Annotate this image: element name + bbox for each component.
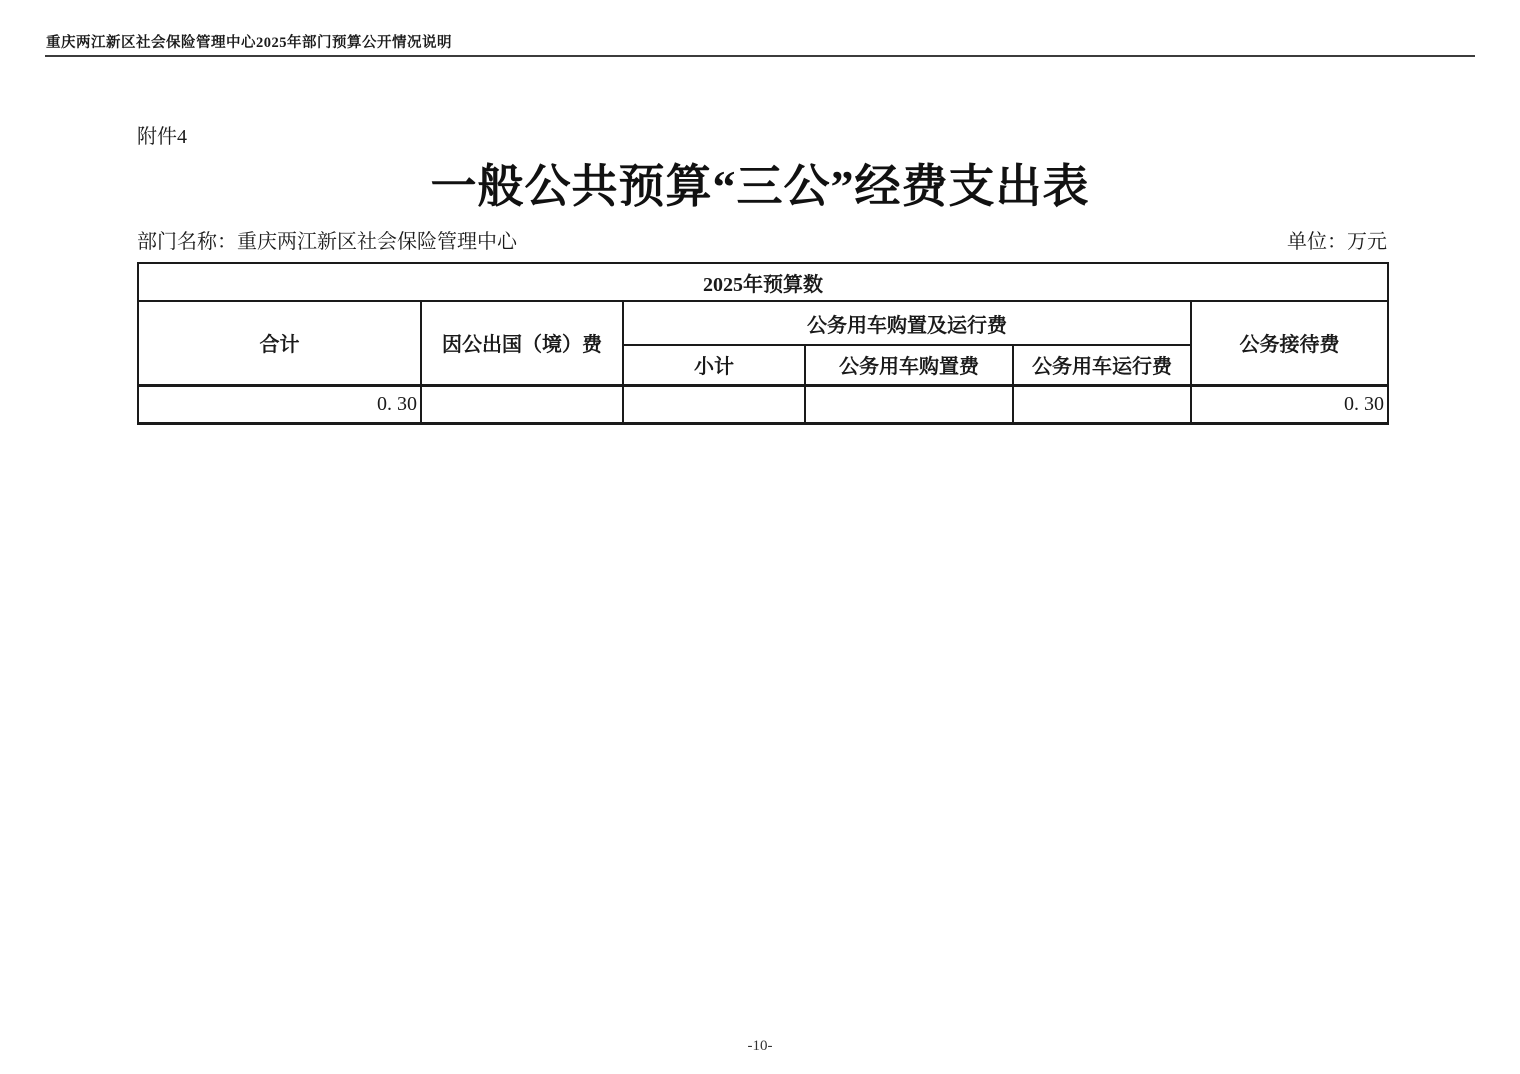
running-header-text: 重庆两江新区社会保险管理中心2025年部门预算公开情况说明 xyxy=(46,35,452,51)
department-name-label: 部门名称：重庆两江新区社会保险管理中心 xyxy=(137,231,517,253)
table-row-data xyxy=(138,385,1388,423)
attachment-label: 附件4 xyxy=(137,126,187,148)
cell-vehicle-purchase-value xyxy=(805,385,1013,423)
column-header-abroad: 因公出国（境）费 xyxy=(421,301,623,385)
column-header-reception: 公务接待费 xyxy=(1191,301,1388,385)
cell-total-value: 0. 30 xyxy=(138,385,421,423)
table-row-year-header xyxy=(138,263,1388,301)
unit-label: 单位：万元 xyxy=(1287,231,1387,253)
column-header-vehicle-subtotal: 小计 xyxy=(623,345,805,385)
cell-reception-value: 0. 30 xyxy=(1191,385,1388,423)
cell-abroad-value xyxy=(421,385,623,423)
expenses-table xyxy=(137,262,1389,425)
cell-vehicle-operation-value xyxy=(1013,385,1191,423)
column-header-vehicle-purchase: 公务用车购置费 xyxy=(805,345,1013,385)
table-row-group-header xyxy=(138,301,1388,345)
column-header-vehicle-operation: 公务用车运行费 xyxy=(1013,345,1191,385)
page-title: 一般公共预算“三公”经费支出表 xyxy=(430,161,1090,212)
year-header-cell: 2025年预算数 xyxy=(138,263,1388,301)
column-header-total: 合计 xyxy=(138,301,421,385)
table-meta-row xyxy=(137,229,1387,255)
cell-vehicle-subtotal-value xyxy=(623,385,805,423)
column-header-vehicle-group: 公务用车购置及运行费 xyxy=(623,301,1191,345)
header-rule xyxy=(45,55,1475,57)
page-number: -10- xyxy=(747,1038,773,1054)
